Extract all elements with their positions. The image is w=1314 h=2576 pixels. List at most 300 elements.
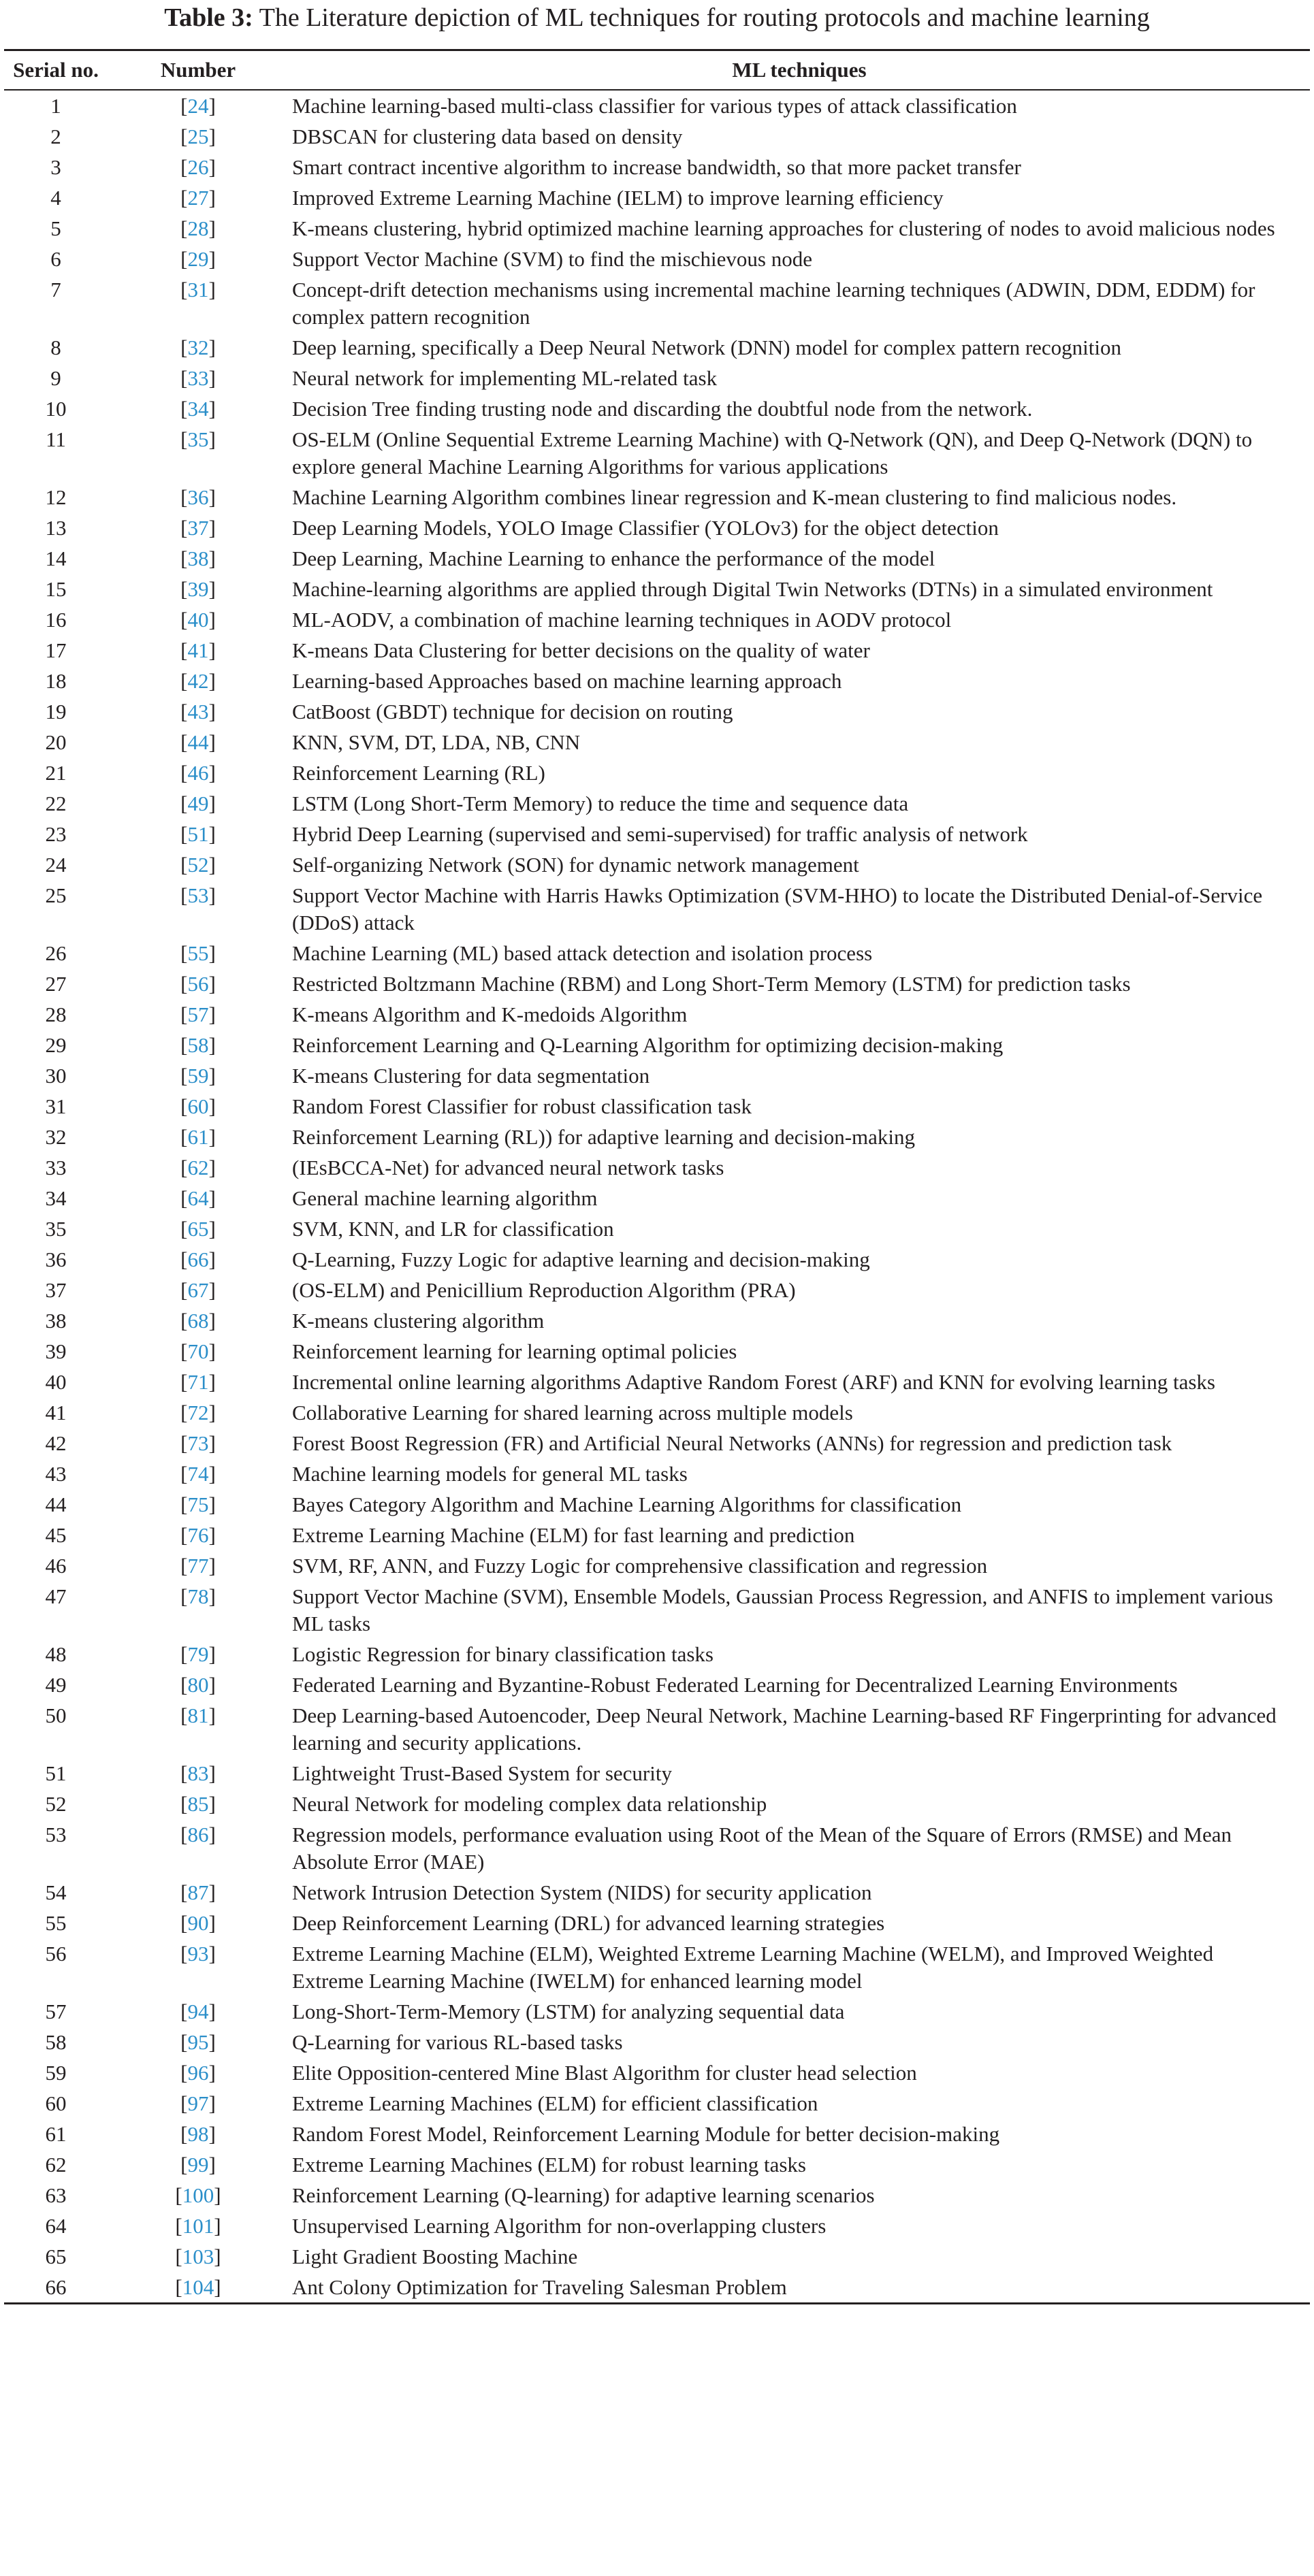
table-row bbox=[4, 727, 1310, 757]
serial-cell: 44 bbox=[45, 1493, 67, 1516]
table-row bbox=[4, 1789, 1310, 1819]
table-row bbox=[4, 2057, 1310, 2088]
table-row bbox=[4, 696, 1310, 727]
serial-cell: 38 bbox=[45, 1309, 67, 1333]
serial-cell: 35 bbox=[45, 1217, 67, 1241]
reference-link[interactable]: 25 bbox=[187, 125, 209, 148]
reference-link[interactable]: 66 bbox=[187, 1248, 209, 1271]
technique-cell: Hybrid Deep Learning (supervised and semi-supervised) for traffic analysis of network bbox=[292, 822, 1028, 846]
technique-cell: Support Vector Machine (SVM), Ensemble Models, Gaussian Process Regression, and ANFIS to implement various ML tasks bbox=[292, 1584, 1273, 1635]
serial-cell: 48 bbox=[45, 1642, 67, 1666]
header-number: Number bbox=[108, 50, 289, 91]
serial-cell: 31 bbox=[45, 1094, 67, 1118]
reference-cell: [86] bbox=[180, 1823, 216, 1846]
serial-cell: 20 bbox=[45, 730, 67, 754]
technique-cell: (OS-ELM) and Penicillium Reproduction Algorithm (PRA) bbox=[292, 1278, 796, 1302]
table-row bbox=[4, 574, 1310, 604]
reference-cell: [42] bbox=[180, 669, 216, 693]
table-row bbox=[4, 1550, 1310, 1581]
technique-cell: Network Intrusion Detection System (NIDS) for security application bbox=[292, 1880, 872, 1904]
table-row bbox=[4, 788, 1310, 819]
table-row bbox=[4, 121, 1310, 152]
reference-cell: [78] bbox=[180, 1584, 216, 1608]
table-row bbox=[4, 1152, 1310, 1183]
reference-link[interactable]: 26 bbox=[187, 155, 209, 179]
reference-cell: [62] bbox=[180, 1156, 216, 1179]
reference-link[interactable]: 99 bbox=[187, 2153, 209, 2176]
reference-link[interactable]: 37 bbox=[187, 516, 209, 540]
reference-link[interactable]: 43 bbox=[187, 700, 209, 723]
serial-cell: 46 bbox=[45, 1554, 67, 1578]
serial-cell: 17 bbox=[45, 638, 67, 662]
serial-cell: 63 bbox=[45, 2183, 67, 2207]
reference-cell: [44] bbox=[180, 730, 216, 754]
serial-cell: 51 bbox=[45, 1761, 67, 1785]
reference-cell: [72] bbox=[180, 1401, 216, 1424]
reference-link[interactable]: 80 bbox=[187, 1673, 209, 1697]
table-row bbox=[4, 182, 1310, 213]
reference-cell: [56] bbox=[180, 972, 216, 996]
reference-link[interactable]: 70 bbox=[187, 1339, 209, 1363]
table-row bbox=[4, 1489, 1310, 1520]
serial-cell: 7 bbox=[50, 278, 61, 301]
reference-link[interactable]: 29 bbox=[187, 247, 209, 271]
technique-cell: Elite Opposition-centered Mine Blast Algorithm for cluster head selection bbox=[292, 2061, 917, 2085]
reference-link[interactable]: 39 bbox=[187, 577, 209, 601]
table-row bbox=[4, 666, 1310, 696]
table-row bbox=[4, 1428, 1310, 1458]
table-row bbox=[4, 1091, 1310, 1122]
technique-cell: Reinforcement learning for learning optimal policies bbox=[292, 1339, 737, 1363]
reference-link[interactable]: 83 bbox=[187, 1761, 209, 1785]
reference-link[interactable]: 35 bbox=[187, 427, 209, 451]
serial-cell: 11 bbox=[46, 427, 66, 451]
reference-cell: [27] bbox=[180, 186, 216, 210]
reference-link[interactable]: 42 bbox=[187, 669, 209, 693]
technique-cell: SVM, RF, ANN, and Fuzzy Logic for comprehensive classification and regression bbox=[292, 1554, 988, 1578]
reference-cell: [60] bbox=[180, 1094, 216, 1118]
table-row bbox=[4, 1669, 1310, 1700]
reference-cell: [75] bbox=[180, 1493, 216, 1516]
serial-cell: 58 bbox=[45, 2030, 67, 2054]
table-row bbox=[4, 635, 1310, 666]
technique-cell: Incremental online learning algorithms Adaptive Random Forest (ARF) and KNN for evolving learning tasks bbox=[292, 1370, 1215, 1394]
reference-link[interactable]: 59 bbox=[187, 1064, 209, 1088]
reference-link[interactable]: 98 bbox=[187, 2122, 209, 2146]
reference-link[interactable]: 49 bbox=[187, 792, 209, 815]
serial-cell: 12 bbox=[45, 485, 67, 509]
reference-link[interactable]: 101 bbox=[182, 2214, 214, 2238]
header-serial: Serial no. bbox=[4, 50, 108, 91]
serial-cell: 21 bbox=[45, 761, 67, 785]
technique-cell: DBSCAN for clustering data based on density bbox=[292, 125, 683, 148]
reference-link[interactable]: 67 bbox=[187, 1278, 209, 1302]
technique-cell: Reinforcement Learning and Q-Learning Algorithm for optimizing decision-making bbox=[292, 1033, 1004, 1057]
serial-cell: 45 bbox=[45, 1523, 67, 1547]
technique-cell: Reinforcement Learning (RL) bbox=[292, 761, 545, 785]
reference-link[interactable]: 40 bbox=[187, 608, 209, 632]
technique-cell: Concept-drift detection mechanisms using incremental machine learning techniques (ADWIN, DDM, EDDM) for complex pattern recognition bbox=[292, 278, 1255, 329]
reference-cell: [39] bbox=[180, 577, 216, 601]
serial-cell: 32 bbox=[45, 1125, 67, 1149]
table-row bbox=[4, 968, 1310, 999]
reference-link[interactable]: 87 bbox=[187, 1880, 209, 1904]
technique-cell: Machine Learning Algorithm combines linear regression and K-mean clustering to find malicious nodes. bbox=[292, 485, 1177, 509]
technique-cell: Restricted Boltzmann Machine (RBM) and Long Short-Term Memory (LSTM) for prediction tasks bbox=[292, 972, 1131, 996]
reference-cell: [81] bbox=[180, 1703, 216, 1727]
technique-cell: Reinforcement Learning (RL)) for adaptive learning and decision-making bbox=[292, 1125, 916, 1149]
table-row bbox=[4, 482, 1310, 512]
table-caption-text: The Literature depiction of ML techniques for routing protocols and machine learning bbox=[253, 3, 1150, 32]
reference-link[interactable]: 103 bbox=[182, 2245, 214, 2268]
serial-cell: 56 bbox=[45, 1942, 67, 1966]
serial-cell: 49 bbox=[45, 1673, 67, 1697]
reference-link[interactable]: 51 bbox=[187, 822, 209, 846]
serial-cell: 47 bbox=[45, 1584, 67, 1608]
reference-link[interactable]: 44 bbox=[187, 730, 209, 754]
table-row bbox=[4, 1060, 1310, 1091]
reference-link[interactable]: 58 bbox=[187, 1033, 209, 1057]
reference-cell: [31] bbox=[180, 278, 216, 301]
technique-cell: Self-organizing Network (SON) for dynamic network management bbox=[292, 853, 859, 877]
table-row bbox=[4, 2149, 1310, 2180]
technique-cell: Deep learning, specifically a Deep Neural Network (DNN) model for complex pattern recognition bbox=[292, 336, 1122, 359]
reference-cell: [53] bbox=[180, 883, 216, 907]
serial-cell: 25 bbox=[45, 883, 67, 907]
technique-cell: Bayes Category Algorithm and Machine Learning Algorithms for classification bbox=[292, 1493, 962, 1516]
table-row bbox=[4, 1639, 1310, 1669]
table-row bbox=[4, 1336, 1310, 1367]
technique-cell: Long-Short-Term-Memory (LSTM) for analyzing sequential data bbox=[292, 2000, 845, 2023]
reference-link[interactable]: 77 bbox=[187, 1554, 209, 1578]
serial-cell: 57 bbox=[45, 2000, 67, 2023]
reference-link[interactable]: 85 bbox=[187, 1792, 209, 1816]
table-row bbox=[4, 152, 1310, 182]
table-row bbox=[4, 332, 1310, 363]
reference-cell: [73] bbox=[180, 1431, 216, 1455]
reference-link[interactable]: 81 bbox=[187, 1703, 209, 1727]
technique-cell: K-means Algorithm and K-medoids Algorithm bbox=[292, 1002, 688, 1026]
table-row bbox=[4, 2027, 1310, 2057]
reference-link[interactable]: 41 bbox=[187, 638, 209, 662]
reference-cell: [65] bbox=[180, 1217, 216, 1241]
table-row bbox=[4, 1030, 1310, 1060]
reference-cell: [51] bbox=[180, 822, 216, 846]
reference-cell: [94] bbox=[180, 2000, 216, 2023]
technique-cell: LSTM (Long Short-Term Memory) to reduce the time and sequence data bbox=[292, 792, 909, 815]
technique-cell: Decision Tree finding trusting node and discarding the doubtful node from the network. bbox=[292, 397, 1033, 421]
reference-link[interactable]: 34 bbox=[187, 397, 209, 421]
serial-cell: 23 bbox=[45, 822, 67, 846]
reference-cell: [64] bbox=[180, 1186, 216, 1210]
technique-cell: Extreme Learning Machine (ELM) for fast learning and prediction bbox=[292, 1523, 855, 1547]
technique-cell: Ant Colony Optimization for Traveling Salesman Problem bbox=[289, 2272, 1310, 2304]
serial-cell: 59 bbox=[45, 2061, 67, 2085]
table-row bbox=[4, 2119, 1310, 2149]
technique-cell: CatBoost (GBDT) technique for decision on routing bbox=[292, 700, 733, 723]
reference-cell: [59] bbox=[180, 1064, 216, 1088]
ml-techniques-table bbox=[4, 49, 1310, 2304]
serial-cell: 27 bbox=[45, 972, 67, 996]
serial-cell: 18 bbox=[45, 669, 67, 693]
reference-cell: [34] bbox=[180, 397, 216, 421]
reference-link[interactable]: 79 bbox=[187, 1642, 209, 1666]
table-row bbox=[4, 938, 1310, 968]
reference-link[interactable]: 46 bbox=[187, 761, 209, 785]
reference-cell: [83] bbox=[180, 1761, 216, 1785]
serial-cell: 9 bbox=[50, 366, 61, 390]
reference-cell: [97] bbox=[180, 2091, 216, 2115]
reference-link[interactable]: 97 bbox=[187, 2091, 209, 2115]
technique-cell: Regression models, performance evaluation using Root of the Mean of the Square of Errors (RMSE) and Mean Absolute Error (MAE) bbox=[292, 1823, 1232, 1874]
technique-cell: Extreme Learning Machines (ELM) for robust learning tasks bbox=[292, 2153, 806, 2176]
serial-cell: 37 bbox=[45, 1278, 67, 1302]
table-row bbox=[4, 999, 1310, 1030]
technique-cell: Machine-learning algorithms are applied through Digital Twin Networks (DTNs) in a simulated environment bbox=[292, 577, 1213, 601]
table-caption bbox=[0, 0, 1314, 38]
technique-cell: Deep Learning Models, YOLO Image Classifier (YOLOv3) for the object detection bbox=[292, 516, 999, 540]
table-body bbox=[4, 90, 1310, 2304]
reference-cell: [29] bbox=[180, 247, 216, 271]
reference-link[interactable]: 75 bbox=[187, 1493, 209, 1516]
technique-cell: Deep Learning-based Autoencoder, Deep Neural Network, Machine Learning-based RF Fingerprinting for advanced learning and security applications. bbox=[292, 1703, 1277, 1755]
serial-cell: 53 bbox=[45, 1823, 67, 1846]
technique-cell: Unsupervised Learning Algorithm for non-overlapping clusters bbox=[292, 2214, 827, 2238]
reference-cell: [38] bbox=[180, 547, 216, 570]
technique-cell: Logistic Regression for binary classification tasks bbox=[292, 1642, 714, 1666]
reference-cell: [35] bbox=[180, 427, 216, 451]
reference-cell: [104] bbox=[108, 2272, 289, 2304]
technique-cell: K-means clustering algorithm bbox=[292, 1309, 545, 1333]
reference-link[interactable]: 27 bbox=[187, 186, 209, 210]
reference-link[interactable]: 24 bbox=[187, 94, 209, 118]
reference-link[interactable]: 53 bbox=[187, 883, 209, 907]
table-row bbox=[4, 512, 1310, 543]
reference-link[interactable]: 28 bbox=[187, 216, 209, 240]
serial-cell: 40 bbox=[45, 1370, 67, 1394]
serial-cell: 34 bbox=[45, 1186, 67, 1210]
reference-link[interactable]: 64 bbox=[187, 1186, 209, 1210]
reference-cell: [66] bbox=[180, 1248, 216, 1271]
serial-cell: 8 bbox=[50, 336, 61, 359]
technique-cell: Smart contract incentive algorithm to increase bandwidth, so that more packet transfer bbox=[292, 155, 1021, 179]
technique-cell: OS-ELM (Online Sequential Extreme Learning Machine) with Q-Network (QN), and Deep Q-Network (DQN) to explore general Machine Learning Algorithms for various applications bbox=[292, 427, 1253, 478]
serial-cell: 14 bbox=[45, 547, 67, 570]
reference-cell: [96] bbox=[180, 2061, 216, 2085]
reference-link[interactable]: 71 bbox=[187, 1370, 209, 1394]
technique-cell: Reinforcement Learning (Q-learning) for adaptive learning scenarios bbox=[292, 2183, 875, 2207]
table-row bbox=[4, 1397, 1310, 1428]
technique-cell: Neural network for implementing ML-related task bbox=[292, 366, 718, 390]
reference-cell: [61] bbox=[180, 1125, 216, 1149]
serial-cell: 61 bbox=[45, 2122, 67, 2146]
reference-cell: [103] bbox=[175, 2245, 221, 2268]
serial-cell: 54 bbox=[45, 1880, 67, 1904]
reference-link[interactable]: 52 bbox=[187, 853, 209, 877]
reference-link[interactable]: 60 bbox=[187, 1094, 209, 1118]
serial-cell: 43 bbox=[45, 1462, 67, 1486]
serial-cell: 22 bbox=[45, 792, 67, 815]
serial-cell: 19 bbox=[45, 700, 67, 723]
table-row bbox=[4, 2088, 1310, 2119]
reference-link[interactable]: 86 bbox=[187, 1823, 209, 1846]
serial-cell: 66 bbox=[4, 2272, 108, 2304]
reference-cell: [24] bbox=[180, 94, 216, 118]
reference-link[interactable]: 76 bbox=[187, 1523, 209, 1547]
technique-cell: K-means Clustering for data segmentation bbox=[292, 1064, 650, 1088]
technique-cell: Q-Learning for various RL-based tasks bbox=[292, 2030, 623, 2054]
serial-cell: 41 bbox=[45, 1401, 67, 1424]
table-row bbox=[4, 90, 1310, 121]
reference-link[interactable]: 38 bbox=[187, 547, 209, 570]
serial-cell: 1 bbox=[50, 94, 61, 118]
serial-cell: 6 bbox=[50, 247, 61, 271]
technique-cell: Extreme Learning Machines (ELM) for efficient classification bbox=[292, 2091, 818, 2115]
table-row bbox=[4, 1819, 1310, 1877]
reference-cell: [37] bbox=[180, 516, 216, 540]
serial-cell: 13 bbox=[45, 516, 67, 540]
technique-cell: Machine learning-based multi-class classifier for various types of attack classification bbox=[292, 94, 1017, 118]
reference-cell: [74] bbox=[180, 1462, 216, 1486]
table-row bbox=[4, 1244, 1310, 1275]
reference-link[interactable]: 96 bbox=[187, 2061, 209, 2085]
technique-cell: Lightweight Trust-Based System for security bbox=[292, 1761, 672, 1785]
table-row bbox=[4, 1938, 1310, 1996]
reference-cell: [49] bbox=[180, 792, 216, 815]
reference-link[interactable]: 33 bbox=[187, 366, 209, 390]
reference-cell: [26] bbox=[180, 155, 216, 179]
serial-cell: 65 bbox=[45, 2245, 67, 2268]
reference-cell: [68] bbox=[180, 1309, 216, 1333]
serial-cell: 30 bbox=[45, 1064, 67, 1088]
table-row bbox=[4, 2272, 1310, 2304]
table-header-row bbox=[4, 50, 1310, 91]
header-techniques: ML techniques bbox=[289, 50, 1310, 91]
serial-cell: 29 bbox=[45, 1033, 67, 1057]
table-row bbox=[4, 213, 1310, 244]
serial-cell: 10 bbox=[45, 397, 67, 421]
table-row bbox=[4, 393, 1310, 424]
technique-cell: Support Vector Machine (SVM) to find the mischievous node bbox=[292, 247, 812, 271]
reference-link[interactable]: 90 bbox=[187, 1911, 209, 1935]
technique-cell: Collaborative Learning for shared learning across multiple models bbox=[292, 1401, 853, 1424]
reference-link[interactable]: 72 bbox=[187, 1401, 209, 1424]
reference-link[interactable]: 57 bbox=[187, 1002, 209, 1026]
table-row bbox=[4, 2180, 1310, 2211]
reference-cell: [32] bbox=[180, 336, 216, 359]
technique-cell: SVM, KNN, and LR for classification bbox=[292, 1217, 614, 1241]
reference-link[interactable]: 93 bbox=[187, 1942, 209, 1966]
table-row bbox=[4, 1122, 1310, 1152]
reference-link[interactable]: 74 bbox=[187, 1462, 209, 1486]
reference-link[interactable]: 95 bbox=[187, 2030, 209, 2054]
technique-cell: Federated Learning and Byzantine-Robust Federated Learning for Decentralized Learning Environments bbox=[292, 1673, 1178, 1697]
reference-cell: [71] bbox=[180, 1370, 216, 1394]
reference-link[interactable]: 62 bbox=[187, 1156, 209, 1179]
serial-cell: 55 bbox=[45, 1911, 67, 1935]
reference-cell: [79] bbox=[180, 1642, 216, 1666]
serial-cell: 16 bbox=[45, 608, 67, 632]
serial-cell: 33 bbox=[45, 1156, 67, 1179]
serial-cell: 50 bbox=[45, 1703, 67, 1727]
table-row bbox=[4, 274, 1310, 332]
table-row bbox=[4, 1700, 1310, 1758]
technique-cell: K-means Data Clustering for better decisions on the quality of water bbox=[292, 638, 870, 662]
technique-cell: K-means clustering, hybrid optimized machine learning approaches for clustering of nodes to avoid malicious nodes bbox=[292, 216, 1275, 240]
reference-link[interactable]: 55 bbox=[187, 941, 209, 965]
reference-cell: [95] bbox=[180, 2030, 216, 2054]
table-row bbox=[4, 1877, 1310, 1908]
serial-cell: 36 bbox=[45, 1248, 67, 1271]
serial-cell: 2 bbox=[50, 125, 61, 148]
serial-cell: 3 bbox=[50, 155, 61, 179]
reference-link[interactable]: 78 bbox=[187, 1584, 209, 1608]
serial-cell: 52 bbox=[45, 1792, 67, 1816]
table-row bbox=[4, 1275, 1310, 1305]
serial-cell: 64 bbox=[45, 2214, 67, 2238]
technique-cell: Random Forest Model, Reinforcement Learning Module for better decision-making bbox=[292, 2122, 1000, 2146]
serial-cell: 5 bbox=[50, 216, 61, 240]
reference-link[interactable]: 104 bbox=[182, 2275, 214, 2299]
reference-link[interactable]: 73 bbox=[187, 1431, 209, 1455]
reference-cell: [36] bbox=[180, 485, 216, 509]
reference-link[interactable]: 36 bbox=[187, 485, 209, 509]
reference-link[interactable]: 94 bbox=[187, 2000, 209, 2023]
technique-cell: General machine learning algorithm bbox=[292, 1186, 598, 1210]
reference-cell: [77] bbox=[180, 1554, 216, 1578]
reference-cell: [100] bbox=[175, 2183, 221, 2207]
technique-cell: Forest Boost Regression (FR) and Artificial Neural Networks (ANNs) for regression and prediction task bbox=[292, 1431, 1172, 1455]
reference-link[interactable]: 56 bbox=[187, 972, 209, 996]
table-row bbox=[4, 244, 1310, 274]
table-row bbox=[4, 604, 1310, 635]
serial-cell: 62 bbox=[45, 2153, 67, 2176]
reference-cell: [99] bbox=[180, 2153, 216, 2176]
reference-cell: [90] bbox=[180, 1911, 216, 1935]
reference-cell: [85] bbox=[180, 1792, 216, 1816]
technique-cell: Improved Extreme Learning Machine (IELM) to improve learning efficiency bbox=[292, 186, 944, 210]
reference-link[interactable]: 32 bbox=[187, 336, 209, 359]
reference-cell: [76] bbox=[180, 1523, 216, 1547]
reference-link[interactable]: 100 bbox=[182, 2183, 214, 2207]
serial-cell: 42 bbox=[45, 1431, 67, 1455]
reference-link[interactable]: 65 bbox=[187, 1217, 209, 1241]
reference-cell: [58] bbox=[180, 1033, 216, 1057]
technique-cell: Light Gradient Boosting Machine bbox=[292, 2245, 578, 2268]
serial-cell: 15 bbox=[45, 577, 67, 601]
table-row bbox=[4, 424, 1310, 482]
reference-cell: [55] bbox=[180, 941, 216, 965]
serial-cell: 39 bbox=[45, 1339, 67, 1363]
reference-link[interactable]: 31 bbox=[187, 278, 209, 301]
table-row bbox=[4, 757, 1310, 788]
table-row bbox=[4, 1213, 1310, 1244]
reference-cell: [28] bbox=[180, 216, 216, 240]
reference-link[interactable]: 61 bbox=[187, 1125, 209, 1149]
reference-link[interactable]: 68 bbox=[187, 1309, 209, 1333]
technique-cell: Q-Learning, Fuzzy Logic for adaptive learning and decision-making bbox=[292, 1248, 870, 1271]
table-row bbox=[4, 1908, 1310, 1938]
reference-cell: [70] bbox=[180, 1339, 216, 1363]
technique-cell: Extreme Learning Machine (ELM), Weighted Extreme Learning Machine (WELM), and Improved Weighted Extreme Learning Machine (IWELM) for enhanced learning model bbox=[292, 1942, 1214, 1993]
technique-cell: Neural Network for modeling complex data relationship bbox=[292, 1792, 767, 1816]
reference-cell: [67] bbox=[180, 1278, 216, 1302]
technique-cell: KNN, SVM, DT, LDA, NB, CNN bbox=[292, 730, 581, 754]
table-row bbox=[4, 1758, 1310, 1789]
table-row bbox=[4, 1458, 1310, 1489]
table-row bbox=[4, 849, 1310, 880]
table-row bbox=[4, 1996, 1310, 2027]
